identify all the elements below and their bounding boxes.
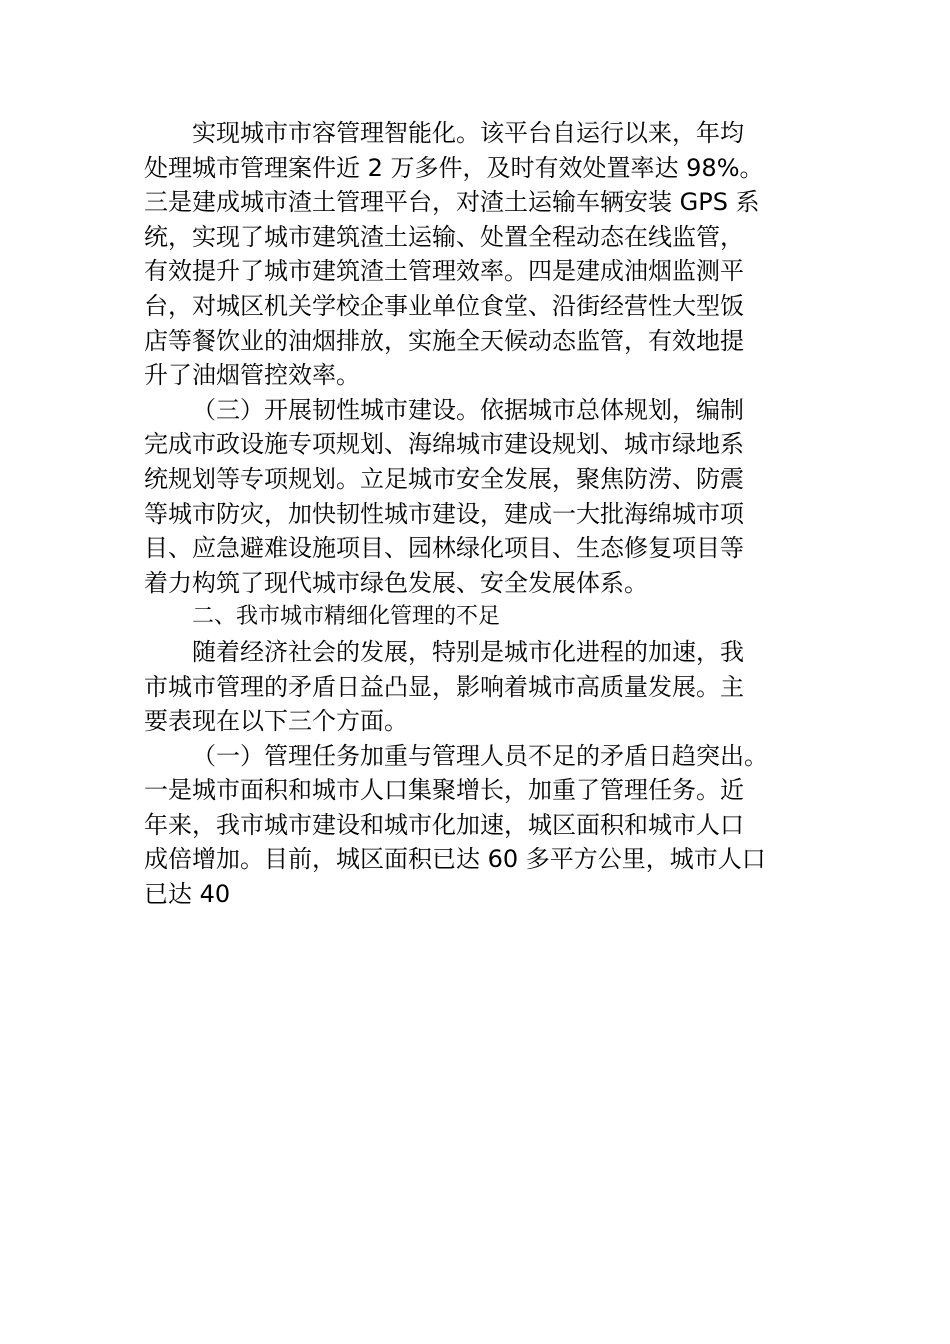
text-line: 实现城市市容管理智能化。该平台自运行以来，年均 — [192, 119, 744, 147]
text-line: 统规划等专项规划。立足城市安全发展，聚焦防涝、防震 — [144, 464, 744, 493]
text-line: 店等餐饮业的油烟排放，实施全天候动态监管，有效地提 — [144, 326, 744, 355]
body-text — [144, 116, 824, 912]
text-line: 一是城市面积和城市人口集聚增长，加重了管理任务。近 — [144, 776, 744, 805]
section-heading: 二、我市城市精细化管理的不足 — [192, 604, 501, 630]
text-line: 统，实现了城市建筑渣土运输、处置全程动态在线监管， — [144, 222, 744, 251]
text-line: 要表现在以下三个方面。 — [144, 707, 408, 736]
text-line: 成倍增加。目前，城区面积已达 60 多平方公里，城市人口 — [144, 845, 766, 874]
text-line: 着力构筑了现代城市绿色发展、安全发展体系。 — [144, 568, 648, 597]
text-line: 三是建成城市渣土管理平台，对渣土运输车辆安装 GPS 系 — [144, 188, 760, 217]
text-line: 完成市政设施专项规划、海绵城市建设规划、城市绿地系 — [144, 430, 744, 459]
text-line: （三）开展韧性城市建设。依据城市总体规划，编制 — [192, 395, 744, 424]
text-line: 等城市防灾，加快韧性城市建设，建成一大批海绵城市项 — [144, 499, 744, 528]
text-line: 年来，我市城市建设和城市化加速，城区面积和城市人口 — [144, 810, 744, 839]
text-line: 台，对城区机关学校企事业单位食堂、沿街经营性大型饭 — [144, 291, 744, 320]
text-line: 随着经济社会的发展，特别是城市化进程的加速，我 — [192, 637, 744, 666]
text-line: 市城市管理的矛盾日益凸显，影响着城市高质量发展。主 — [144, 672, 744, 701]
text-line: 有效提升了城市建筑渣土管理效率。四是建成油烟监测平 — [144, 257, 744, 286]
text-line: （一）管理任务加重与管理人员不足的矛盾日趋突出。 — [192, 741, 768, 770]
text-line: 处理城市管理案件近 2 万多件，及时有效处置率达 98%。 — [144, 153, 764, 182]
text-line: 升了油烟管控效率。 — [144, 361, 360, 390]
text-line: 已达 40 — [144, 880, 231, 909]
text-line: 目、应急避难设施项目、园林绿化项目、生态修复项目等 — [144, 534, 744, 563]
